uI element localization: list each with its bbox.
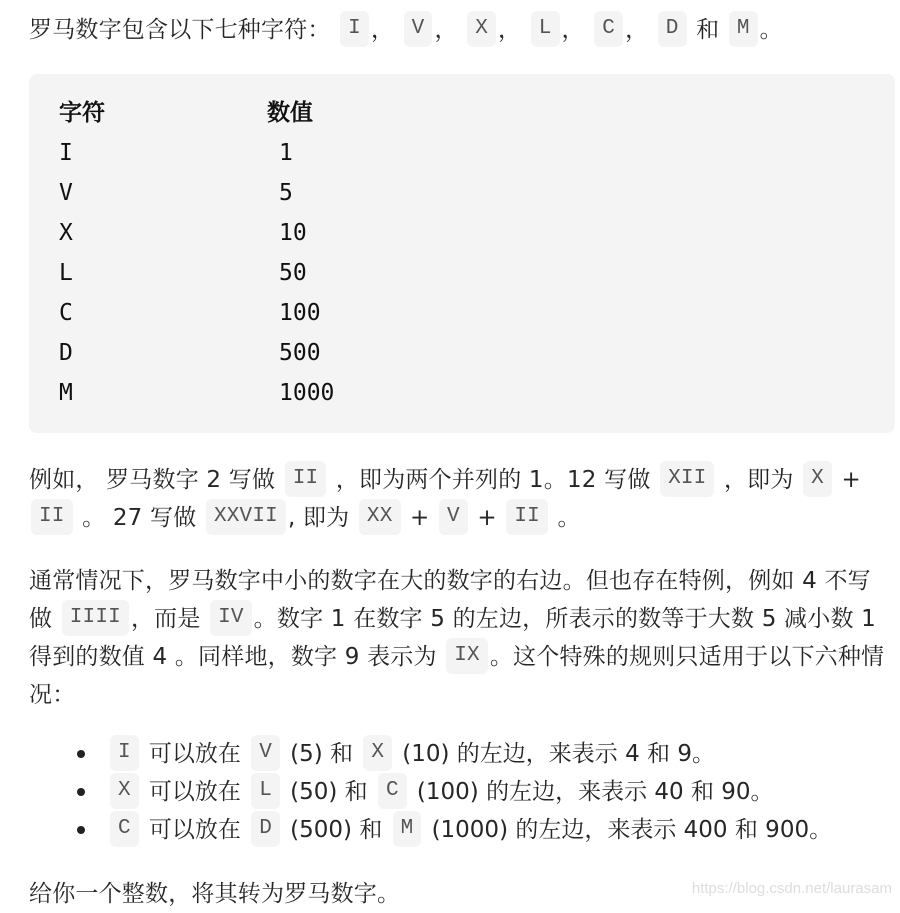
row-value: 1: [279, 140, 293, 166]
row-value: 50: [279, 260, 307, 286]
code-symbol: D: [251, 811, 280, 847]
row-symbol: C: [59, 300, 73, 326]
code-xx: XX: [359, 499, 401, 535]
table-row: [59, 133, 859, 173]
code-xxvii: XXVII: [206, 499, 286, 535]
row-value: 10: [279, 220, 307, 246]
header-value: 数值: [267, 100, 313, 126]
row-symbol: X: [59, 220, 73, 246]
rule-text: (100) 的左边，来表示 40 和 90。: [416, 779, 774, 805]
table-row: [59, 253, 859, 293]
rule-text: (10) 的左边，来表示 4 和 9。: [402, 741, 716, 767]
example-text: 。 27 写做: [82, 505, 197, 531]
period: 。: [557, 505, 581, 531]
plus-sign: +: [410, 505, 430, 531]
rule-text: (500) 和: [290, 817, 383, 843]
code-symbol: C: [110, 811, 139, 847]
code-ii: II: [31, 499, 73, 535]
code-symbol: I: [110, 735, 139, 771]
rule-text: (50) 和: [290, 779, 368, 805]
code-xii: XII: [660, 461, 714, 497]
row-symbol: L: [59, 260, 73, 286]
table-row: [59, 213, 859, 253]
code-symbol: M: [393, 811, 422, 847]
intro-text: 罗马数字包含以下七种字符：: [29, 17, 331, 43]
example-paragraph: [29, 461, 886, 537]
code-ii: II: [285, 461, 327, 497]
task-statement: 给你一个整数，将其转为罗马数字。: [29, 881, 401, 907]
code-symbol: X: [363, 735, 392, 771]
bullet-icon: [77, 750, 85, 758]
code-iv: IV: [210, 600, 252, 636]
example-text: 例如， 罗马数字 2 写做: [29, 467, 276, 493]
code-v: V: [439, 499, 468, 535]
rule-text: 可以放在: [148, 741, 241, 767]
intro-paragraph: [29, 11, 886, 49]
code-symbol-x: X: [467, 11, 496, 47]
code-symbol-l: L: [531, 11, 560, 47]
special-cases-paragraph: [29, 562, 886, 714]
table-header: [59, 93, 859, 133]
special-text: 。这个特殊的规则只适用于以下六种情况：: [29, 644, 885, 708]
separator: ，: [625, 17, 649, 43]
list-item: [29, 773, 832, 811]
code-symbol: X: [110, 773, 139, 809]
special-text: 。数字 1 在数字 5 的左边，所表示的数等于大数 5 减小数 1 得到的数值 4 。同样地，数字 9 表示为: [29, 606, 876, 670]
plus-sign: +: [477, 505, 497, 531]
separator: ，: [561, 17, 585, 43]
table-row: [59, 333, 859, 373]
code-symbol-d: D: [658, 11, 687, 47]
row-value: 500: [279, 340, 321, 366]
row-symbol: D: [59, 340, 73, 366]
special-text: 通常情况下，罗马数字中小的数字在大的数字的右边。但也存在特例，例如 4 不写做: [29, 568, 871, 632]
row-value: 1000: [279, 380, 335, 406]
rule-text: (1000) 的左边，来表示 400 和 900。: [431, 817, 833, 843]
code-x: X: [803, 461, 832, 497]
period: 。: [759, 17, 783, 43]
plus-sign: +: [841, 467, 861, 493]
code-symbol-v: V: [404, 11, 433, 47]
example-text: ，即为: [723, 467, 794, 493]
row-symbol: V: [59, 180, 73, 206]
rule-text: 可以放在: [148, 817, 241, 843]
example-text: , 即为: [287, 505, 350, 531]
table-row: [59, 373, 859, 413]
row-value: 5: [279, 180, 293, 206]
special-text: ，而是: [130, 606, 201, 632]
code-symbol: L: [251, 773, 280, 809]
rules-list: [29, 735, 832, 849]
separator: ，: [434, 17, 458, 43]
code-symbol: C: [378, 773, 407, 809]
symbol-value-table: [29, 74, 895, 433]
code-symbol-c: C: [594, 11, 623, 47]
watermark: https://blog.csdn.net/laurasam: [691, 880, 892, 897]
header-symbol: 字符: [59, 100, 105, 126]
table-row: [59, 293, 859, 333]
separator: ，: [370, 17, 395, 43]
example-text: ，即为两个并列的 1。12 写做: [335, 467, 651, 493]
row-symbol: M: [59, 380, 73, 406]
row-symbol: I: [59, 140, 73, 166]
and-word: 和: [696, 17, 720, 43]
rule-text: 可以放在: [148, 779, 241, 805]
table-row: [59, 173, 859, 213]
separator: ，: [498, 17, 522, 43]
code-ii: II: [506, 499, 548, 535]
bullet-icon: [77, 788, 85, 796]
code-iiii: IIII: [62, 600, 129, 636]
row-value: 100: [279, 300, 321, 326]
list-item: [29, 735, 832, 773]
code-symbol-i: I: [340, 11, 369, 47]
code-symbol: V: [251, 735, 280, 771]
rule-text: (5) 和: [290, 741, 354, 767]
code-ix: IX: [446, 638, 488, 674]
code-symbol-m: M: [729, 11, 758, 47]
bullet-icon: [77, 826, 85, 834]
list-item: [29, 811, 832, 849]
